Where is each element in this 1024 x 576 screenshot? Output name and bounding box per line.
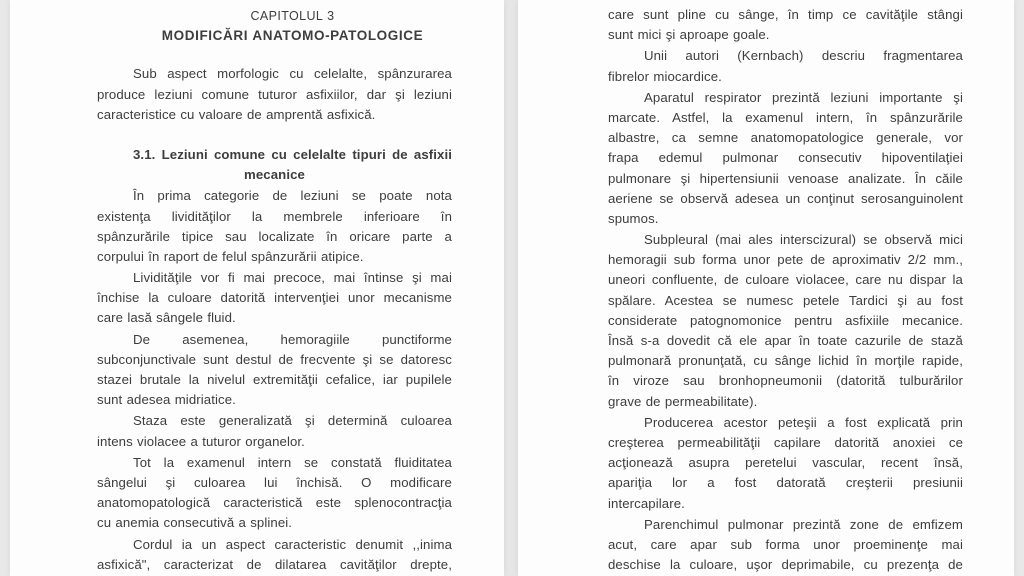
text-line: Parenchimul pulmonar prezintă zone de emfizem	[644, 516, 963, 532]
chapter-label	[97, 6, 452, 26]
text-line: Cordul ia un aspect caracteristic denumit ,,inima	[133, 536, 452, 552]
paragraph	[608, 88, 963, 229]
section-heading	[97, 145, 452, 185]
paragraph	[97, 330, 452, 411]
text-line: spălare. Acestea se numesc petele Tardici şi au fost	[608, 292, 963, 308]
text-line: CAPITOLUL 3	[250, 9, 335, 23]
text-line: apariţia lor a fost datorată creşterii presiunii	[608, 475, 963, 491]
text-line: asfixică", caracterizat de dilatarea cavităţilor drepte,	[97, 556, 452, 572]
text-line: spumos.	[608, 210, 659, 226]
text-line: acţionează asupra peretelui vascular, recent însă,	[608, 455, 963, 471]
text-line: anatomopatologică caracteristică este splenocontracţia	[97, 495, 452, 511]
text-line: Însă s-a dovedit că ele apar în toate cazurile de stază	[608, 333, 963, 348]
text-line: închise la culoare datorită intervenţiei unor mecanisme	[97, 290, 452, 306]
paragraph	[97, 64, 452, 125]
text-line: Tot la examenul intern se constată fluiditatea	[133, 454, 452, 470]
text-line: 3.1. Leziuni comune cu celelalte tipuri de asfixii	[133, 146, 452, 162]
text-line: deschise la culoare, uşor deprimabile, cu prezenţa de	[608, 557, 963, 573]
text-line: uneori confluente, de culoare violacee, care nu dispar la	[608, 272, 963, 288]
text-line: frapa edemul pulmonar consecutiv hipoventilaţiei	[608, 150, 963, 166]
text-line: existenţa lividităţilor la membrele inferioare în	[97, 208, 452, 224]
page-gutter	[504, 0, 518, 576]
text-line: intercapilare.	[608, 495, 685, 511]
page-left	[10, 0, 504, 576]
chapter-title	[97, 26, 452, 46]
text-line: fibrelor miocardice.	[608, 68, 722, 84]
text-line: albastre, ca semne anatomopatologice generale, vor	[608, 130, 963, 146]
text-line: creşterea permeabilităţii capilare datorită anoxiei ce	[608, 434, 963, 450]
text-line: Producerea acestor peteşii a fost explicată prin	[644, 414, 963, 430]
paragraph	[608, 413, 963, 514]
paragraph	[608, 515, 963, 576]
text-line: Unii autori (Kernbach) descriu fragmentarea	[644, 48, 963, 64]
text-line: considerate patognomonice pentru asfixiile mecanice.	[608, 312, 963, 328]
paragraph	[97, 411, 452, 451]
text-line: grave de permeabilitate).	[608, 393, 758, 409]
text-line: intens violacee a tuturor organelor.	[97, 433, 305, 449]
text-line: sângelui şi culoarea lui închisă. O modificare	[97, 474, 452, 490]
text-line: MODIFICĂRI ANATOMO-PATOLOGICE	[161, 28, 424, 44]
text-line: Sub aspect morfologic cu celelalte, spânzurarea	[133, 66, 452, 82]
text-line: care sunt pline cu sânge, în timp ce cavităţile stângi	[608, 7, 963, 22]
text-line: Subpleural (mai ales interscizural) se observă mici	[644, 232, 963, 248]
text-line: hemoragii sub forma unor pete de aproximativ 2/2 mm.,	[608, 252, 963, 268]
text-line: sunt adesea midriatice.	[97, 392, 236, 408]
text-line: Aparatul respirator prezintă leziuni importante şi	[644, 89, 963, 105]
text-line: aeriene se observă adesea un conţinut serosanguinolent	[608, 190, 963, 206]
paragraph	[608, 46, 963, 86]
paragraph	[97, 186, 452, 267]
text-line: corpului în raport de felul spânzurării atipice.	[97, 248, 364, 264]
paragraph	[97, 453, 452, 534]
text-line: produce leziuni comune tuturor asfixiilor, dar şi leziuni	[97, 86, 452, 102]
text-line: marcate. Astfel, la examenul intern, în spânzurările	[608, 109, 963, 125]
text-line: în viroze sau bronhopneumonii (datorită tulburărilor	[608, 373, 963, 389]
text-line: Staza este generalizată şi determină culoarea	[133, 413, 452, 429]
paragraph	[97, 535, 452, 575]
text-line: spânzurările tipice sau localizate în oricare parte a	[97, 228, 452, 244]
text-line: care lasă sângele fluid.	[97, 310, 236, 326]
page-right	[518, 0, 1014, 576]
text-line: subconjunctivale sunt destul de frecvente şi se datoresc	[97, 351, 452, 367]
text-line: Lividităţile vor fi mai precoce, mai întinse şi mai	[133, 270, 452, 286]
paragraph	[97, 268, 452, 329]
text-line: mecanice	[244, 167, 305, 183]
paragraph	[608, 230, 963, 412]
text-line: În prima categorie de leziuni se poate nota	[133, 188, 452, 204]
text-line: cu anemia consecutivă a splinei.	[97, 515, 293, 531]
text-line: sunt mici şi aproape goale.	[608, 27, 770, 43]
text-line: De asemenea, hemoragiile punctiforme	[133, 331, 452, 347]
text-line: stazei brutale la nivelul extremităţii cefalice, iar pupilele	[97, 372, 452, 387]
text-line: pulmonară pronunţată, cu sânge lichid în morţile rapide,	[608, 353, 963, 369]
text-line: acut, care apar sub forma unor proeminenţe mai	[608, 536, 963, 552]
text-line: caracteristice cu valoare de amprentă asfixică.	[97, 106, 376, 122]
paragraph	[608, 5, 963, 45]
text-line: pulmonare şi hipertensiunii venoase analizate. În căile	[608, 170, 963, 186]
